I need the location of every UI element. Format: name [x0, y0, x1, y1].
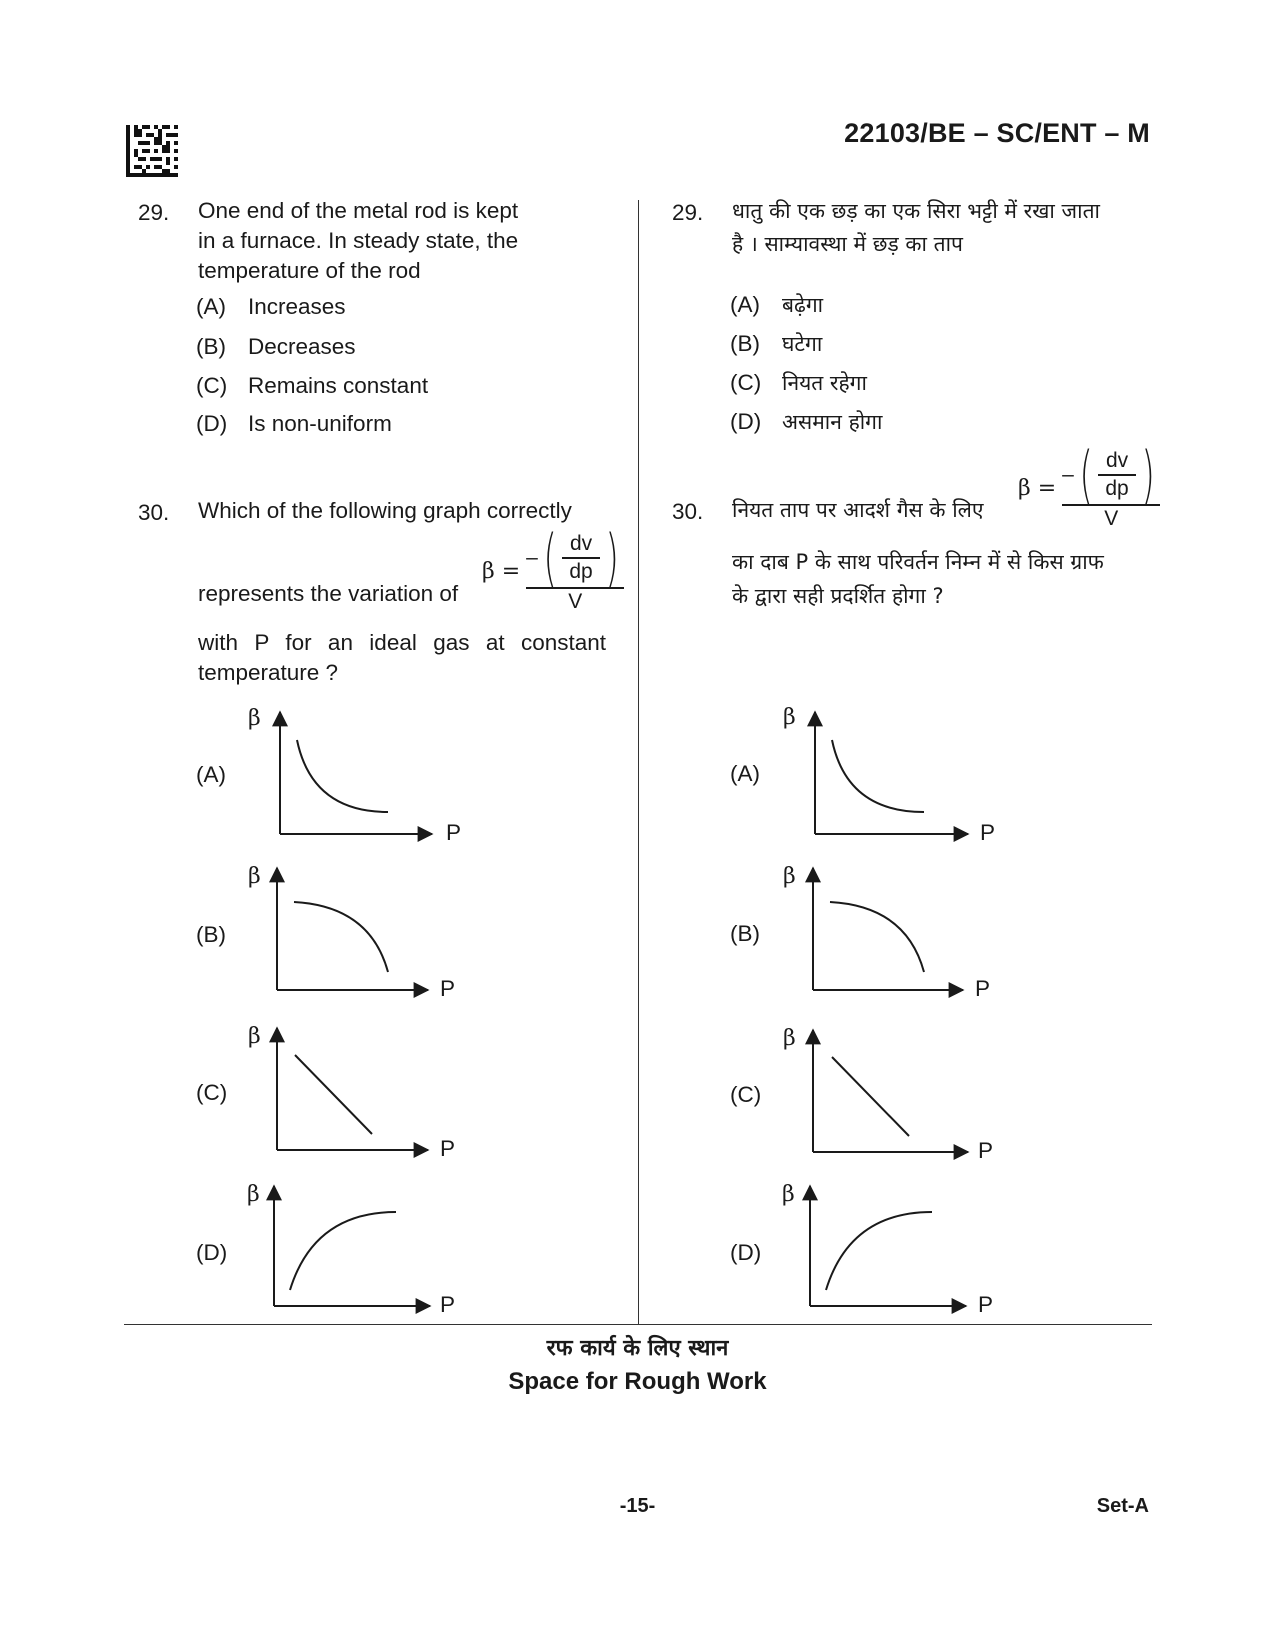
- formula-denominator: dp: [569, 559, 593, 583]
- formula-hi-denominator: dp: [1105, 476, 1129, 500]
- q29-option-d-text: Is non-uniform: [248, 411, 392, 436]
- q29-option-b-text: Decreases: [248, 334, 356, 359]
- graph-d-increasing-concave: [274, 1186, 430, 1306]
- axis-x-label: P: [440, 1292, 456, 1317]
- axis-y-label: β: [247, 1182, 260, 1207]
- axis-x-label: P: [446, 820, 462, 845]
- q29-hi-option-a-text: बढ़ेगा: [782, 293, 824, 317]
- q29-hi-option-d-text: असमान होगा: [782, 410, 883, 434]
- graph-hi-b-label: (B): [730, 921, 760, 946]
- q30-hi-number: 30.: [672, 499, 704, 524]
- axis-x-label: P: [440, 976, 456, 1001]
- q29-hi-option-a-label: (A): [730, 292, 760, 317]
- graph-hi-b-decreasing-concave: [813, 868, 963, 990]
- axis-x-label: P: [980, 820, 996, 845]
- set-label: Set-A: [1096, 1495, 1149, 1517]
- graph-hi-d-increasing-concave: [810, 1186, 966, 1306]
- axis-y-label: β: [248, 706, 261, 731]
- q30-number: 30.: [138, 500, 170, 525]
- graph-hi-c-linear-decreasing: [813, 1030, 968, 1152]
- q30-hi-line1: नियत ताप पर आदर्श गैस के लिए: [732, 498, 984, 522]
- graph-b-label: (B): [196, 922, 226, 947]
- q30-line1: Which of the following graph correctly: [198, 498, 572, 523]
- formula-hi-lhs: β =: [1018, 476, 1057, 502]
- formula-hi-minus: –: [1062, 463, 1074, 486]
- q29-option-d-label: (D): [196, 411, 228, 436]
- q29-line: One end of the metal rod is kept: [198, 198, 519, 223]
- q29-option-c-label: (C): [196, 373, 228, 398]
- formula-lhs: β =: [482, 559, 521, 585]
- beta-formula: β = – ( dv dp ) V: [482, 529, 624, 615]
- axis-x-label: P: [975, 976, 991, 1001]
- paper-code: 22103/BE – SC/ENT – M: [844, 118, 1150, 148]
- q30-line2: represents the variation of: [198, 581, 459, 606]
- q29-hi-line: है । साम्यावस्था में छड़ का ताप: [732, 232, 963, 256]
- rough-work-english: Space for Rough Work: [508, 1368, 767, 1395]
- formula-hi-numerator: dv: [1105, 449, 1129, 473]
- q29-option-c-text: Remains constant: [248, 373, 429, 398]
- q29-hi-option-c-label: (C): [730, 370, 762, 395]
- axis-x-label: P: [978, 1292, 994, 1317]
- q29-option-a-label: (A): [196, 294, 226, 319]
- q30-line3: with P for an ideal gas at constant: [198, 630, 606, 655]
- axis-y-label: β: [783, 1026, 796, 1051]
- q30-hi-line3: के द्वारा सही प्रदर्शित होगा ?: [732, 584, 944, 608]
- graph-a-decreasing-convex: [280, 712, 432, 834]
- q29-hi-option-d-label: (D): [730, 409, 762, 434]
- q29-line: temperature of the rod: [198, 258, 421, 283]
- graph-hi-c-label: (C): [730, 1082, 762, 1107]
- graph-hi-a-label: (A): [730, 761, 760, 786]
- q29-hi-option-b-label: (B): [730, 331, 760, 356]
- graph-c-label: (C): [196, 1080, 228, 1105]
- graph-a-label: (A): [196, 762, 226, 787]
- axis-x-label: P: [978, 1138, 994, 1163]
- formula-outer-denominator: V: [568, 589, 583, 613]
- q29-option-a-text: Increases: [248, 294, 346, 319]
- axis-y-label: β: [248, 1024, 261, 1049]
- q30-hi-line2: का दाब P के साथ परिवर्तन निम्न में से किस ग्राफ: [732, 550, 1104, 574]
- q29-hi-number: 29.: [672, 200, 704, 225]
- q29-hi-line: धातु की एक छड़ का एक सिरा भट्टी में रखा जाता: [732, 199, 1100, 223]
- page-number: -15-: [619, 1495, 656, 1517]
- axis-y-label: β: [783, 864, 796, 889]
- formula-minus: –: [526, 546, 538, 569]
- q29-hi-option-b-text: घटेगा: [782, 332, 823, 356]
- formula-hi-outer-denominator: V: [1104, 506, 1119, 530]
- graph-hi-a-decreasing-convex: [815, 712, 968, 834]
- axis-y-label: β: [783, 705, 796, 730]
- axis-x-label: P: [440, 1136, 456, 1161]
- q29-line: in a furnace. In steady state, the: [198, 228, 519, 253]
- graph-b-decreasing-concave: [277, 868, 428, 990]
- q29-option-b-label: (B): [196, 334, 226, 359]
- graph-hi-d-label: (D): [730, 1240, 762, 1265]
- axis-y-label: β: [248, 864, 261, 889]
- graph-c-linear-decreasing: [277, 1028, 428, 1150]
- q29-hi-option-c-text: नियत रहेगा: [782, 371, 867, 395]
- axis-y-label: β: [782, 1182, 795, 1207]
- q30-line4: temperature ?: [198, 660, 339, 685]
- q29-number: 29.: [138, 200, 170, 225]
- graph-d-label: (D): [196, 1240, 228, 1265]
- formula-numerator: dv: [569, 532, 593, 556]
- beta-formula-hi: β = – ( dv dp ) V: [1018, 446, 1160, 532]
- rough-work-hindi: रफ कार्य के लिए स्थान: [546, 1336, 729, 1361]
